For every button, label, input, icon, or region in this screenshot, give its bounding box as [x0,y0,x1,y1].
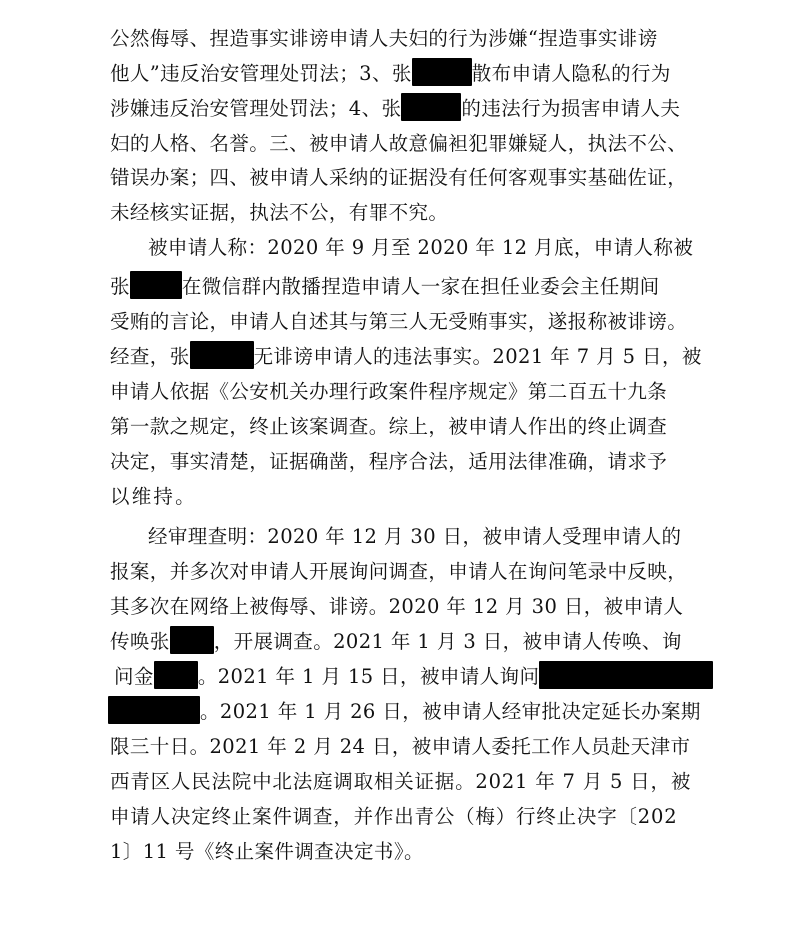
text-line [110,445,705,479]
text-segment: 张 [110,275,130,298]
text-segment: 西青区人民法院中北法庭调取相关证据。2021 年 7 月 5 日，被 [110,770,692,793]
text-segment: 其多次在网络上被侮辱、诽谤。2020 年 12 月 30 日，被申请人 [110,595,684,618]
text-line [110,57,705,91]
text-line [110,305,705,339]
text-line [110,590,705,624]
text-segment: 1〕11 号《终止案件调查决定书》。 [110,840,424,863]
text-segment: 第一款之规定，终止该案调查。综上，被申请人作出的终止调查 [110,415,668,438]
text-line [114,660,709,694]
text-segment: 决定，事实清楚，证据确凿，程序合法，适用法律准确，请求予 [110,450,668,473]
text-line [110,270,705,304]
text-segment: 问金 [114,665,154,688]
text-segment: 未经核实证据，执法不公，有罪不究。 [110,201,449,224]
text-segment: 。2021 年 1 月 26 日，被申请人经审批决定延长办案期 [200,700,701,723]
text-line [110,92,705,126]
text-segment: 无诽谤申请人的违法事实。2021 年 7 月 5 日，被 [253,345,702,368]
text-line [110,22,705,56]
text-segment: 报案，并多次对申请人开展询问调查，申请人在询问笔录中反映， [110,560,688,583]
text-segment: 在微信群内散播捏造申请人一家在担任业委会主任期间 [181,275,660,298]
text-segment: 传唤张 [110,630,170,653]
text-segment: 散布申请人隐私的行为 [471,62,671,85]
text-line [108,695,703,729]
redaction-box [412,58,472,86]
text-line [110,410,705,444]
redaction-box [539,661,713,689]
text-line [110,835,705,869]
redaction-box [130,271,182,299]
text-segment: 经审理查明：2020 年 12 月 30 日，被申请人受理申请人的 [148,525,682,548]
text-line [110,480,705,514]
text-line [110,555,705,589]
text-segment: 公然侮辱、捏造事实诽谤申请人夫妇的行为涉嫌“捏造事实诽谤 [110,27,658,50]
text-line [110,161,705,195]
text-line [110,340,705,374]
text-segment: 以维持。 [110,485,197,508]
text-segment: 限三十日。2021 年 2 月 24 日，被申请人委托工作人员赴天津市 [110,735,691,758]
text-segment: 经查，张 [110,345,190,368]
redaction-box [108,696,200,724]
redaction-box [190,341,254,369]
text-segment: 被申请人称：2020 年 9 月至 2020 年 12 月底，申请人称被 [148,236,694,259]
redaction-box [401,93,461,121]
text-segment: 申请人依据《公安机关办理行政案件程序规定》第二百五十九条 [110,380,668,403]
redaction-box [154,661,198,689]
redaction-box [170,626,214,654]
text-line [110,375,705,409]
text-segment: ，开展调查。2021 年 1 月 3 日，被申请人传唤、询 [213,630,682,653]
text-segment: 涉嫌违反治安管理处罚法；4、张 [110,97,402,120]
text-line [110,520,743,554]
text-segment: 他人”违反治安管理处罚法；3、张 [110,62,412,85]
text-line [110,625,705,659]
text-segment: 妇的人格、名誉。三、被申请人故意偏袒犯罪嫌疑人，执法不公、 [110,132,688,155]
text-line [110,196,705,230]
text-segment: 的违法行为损害申请人夫 [461,97,681,120]
text-line [110,800,705,834]
text-segment: 受贿的言论，申请人自述其与第三人无受贿事实，遂报称被诽谤。 [110,310,688,333]
text-segment: 错误办案；四、被申请人采纳的证据没有任何客观事实基础佐证， [110,166,688,189]
text-segment: 申请人决定终止案件调查，并作出青公（梅）行终止决字〔202 [110,805,678,828]
text-line [110,730,705,764]
text-segment: 。2021 年 1 月 15 日，被申请人询问 [197,665,540,688]
text-line [110,127,705,161]
text-line [110,765,705,799]
text-line [110,231,743,265]
